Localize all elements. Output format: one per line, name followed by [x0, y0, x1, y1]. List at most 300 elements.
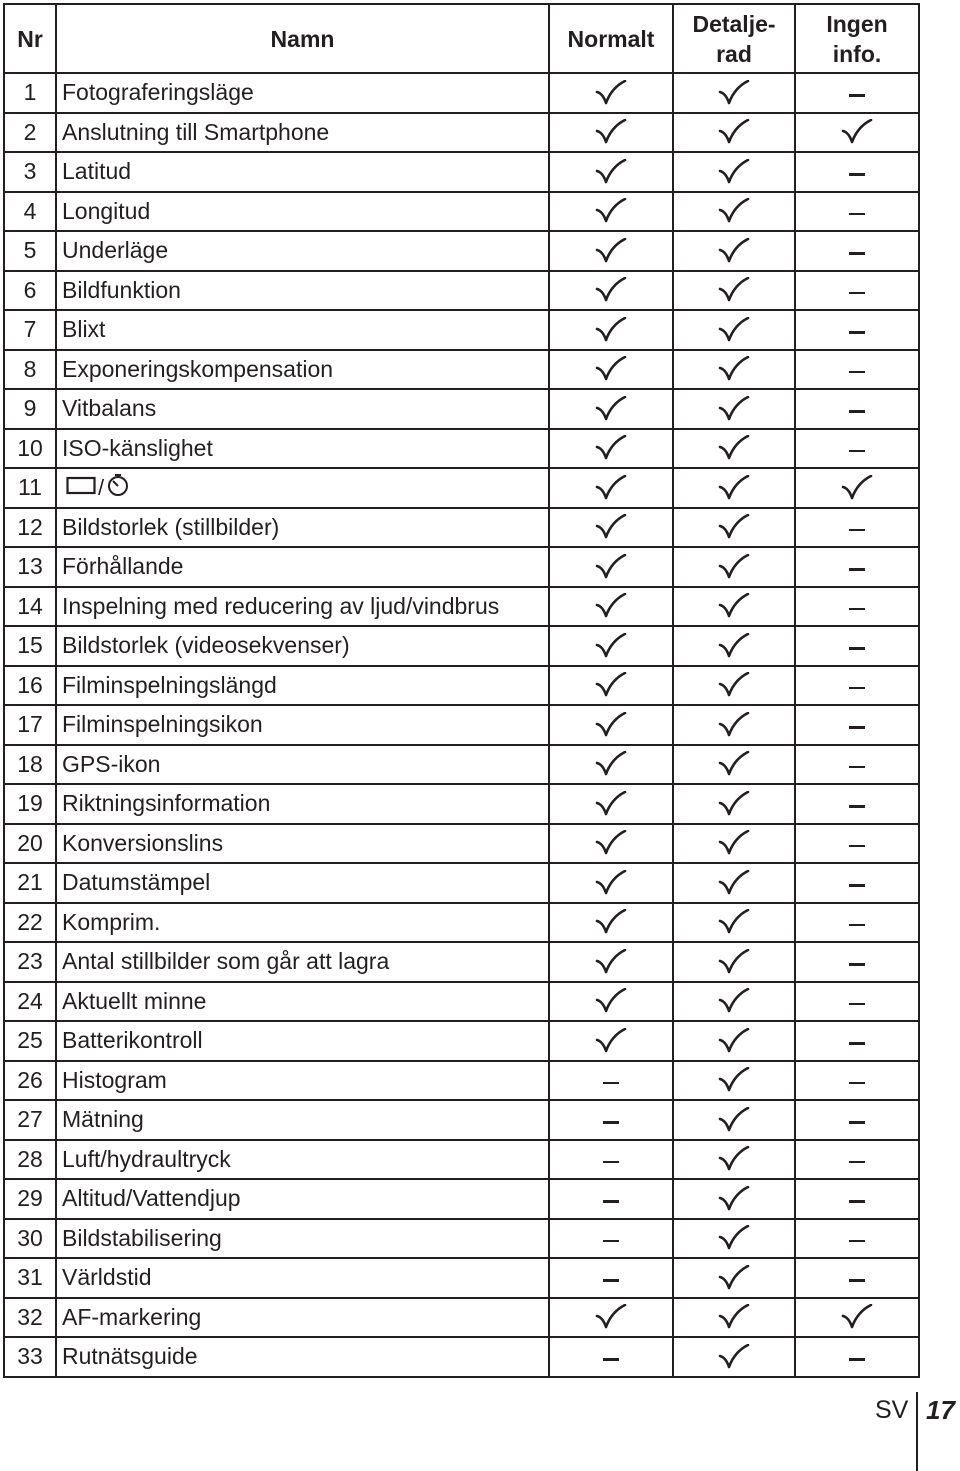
- no-info-mark: [795, 113, 919, 153]
- normal-mark: [549, 587, 673, 627]
- check-icon: [718, 238, 750, 264]
- footer-divider: [916, 1392, 918, 1471]
- dash-mark: [849, 568, 865, 571]
- normal-mark: [549, 350, 673, 390]
- table-row: [4, 152, 919, 192]
- header-normal: Normalt: [549, 4, 673, 73]
- dash-mark: [849, 726, 865, 729]
- check-icon: [718, 1146, 750, 1172]
- normal-mark: [549, 982, 673, 1022]
- dash-mark: [849, 608, 865, 611]
- dash-mark: [849, 805, 865, 808]
- check-icon: [718, 1067, 750, 1093]
- row-number: 19: [4, 784, 56, 824]
- dash-mark: [849, 1279, 865, 1282]
- table-row: [4, 429, 919, 469]
- header-detailed: [673, 4, 795, 73]
- detailed-mark: [673, 626, 795, 666]
- check-icon: [595, 712, 627, 738]
- row-name: Filminspelningslängd: [56, 666, 549, 706]
- table-row: [4, 587, 919, 627]
- table-row: [4, 1179, 919, 1219]
- no-info-mark: [795, 1258, 919, 1298]
- language-code: SV: [875, 1395, 909, 1424]
- dash-mark: [849, 450, 865, 453]
- normal-mark: [549, 73, 673, 113]
- table-row: [4, 113, 919, 153]
- detailed-mark: [673, 508, 795, 548]
- detailed-mark: [673, 350, 795, 390]
- no-info-mark: [795, 152, 919, 192]
- table-row: [4, 666, 919, 706]
- check-icon: [718, 870, 750, 896]
- no-info-mark: [795, 429, 919, 469]
- header-no-info-line1: Ingen: [826, 10, 888, 37]
- check-icon: [718, 1028, 750, 1054]
- row-number: 30: [4, 1219, 56, 1259]
- row-name: Filminspelningsikon: [56, 705, 549, 745]
- dash-mark: [849, 331, 865, 334]
- normal-mark: [549, 1298, 673, 1338]
- row-name: Bildstorlek (stillbilder): [56, 508, 549, 548]
- dash-mark: [849, 1358, 865, 1361]
- check-icon: [595, 593, 627, 619]
- detailed-mark: [673, 863, 795, 903]
- dash-mark: [849, 687, 865, 690]
- row-number: 11: [4, 468, 56, 508]
- check-icon: [595, 317, 627, 343]
- check-icon: [718, 277, 750, 303]
- check-icon: [841, 475, 873, 501]
- row-number: 21: [4, 863, 56, 903]
- check-icon: [595, 80, 627, 106]
- row-name: Rutnätsguide: [56, 1337, 549, 1377]
- row-name: Vitbalans: [56, 389, 549, 429]
- check-icon: [718, 159, 750, 185]
- detailed-mark: [673, 389, 795, 429]
- header-row: [4, 4, 919, 73]
- detailed-mark: [673, 1140, 795, 1180]
- check-icon: [718, 514, 750, 540]
- dash-mark: [849, 410, 865, 413]
- header-nr: Nr: [4, 4, 56, 73]
- table-row: [4, 310, 919, 350]
- dash-mark: [849, 252, 865, 255]
- check-icon: [595, 554, 627, 580]
- row-number: 17: [4, 705, 56, 745]
- row-name: Inspelning med reducering av ljud/vindbrus: [56, 587, 549, 627]
- no-info-mark: [795, 350, 919, 390]
- normal-mark: [549, 1140, 673, 1180]
- table-row: [4, 468, 919, 508]
- check-icon: [718, 554, 750, 580]
- table-row: [4, 982, 919, 1022]
- table-row: [4, 784, 919, 824]
- row-name: Förhållande: [56, 547, 549, 587]
- normal-mark: [549, 863, 673, 903]
- row-name: Underläge: [56, 231, 549, 271]
- row-name: Bildstabilisering: [56, 1219, 549, 1259]
- check-icon: [718, 80, 750, 106]
- no-info-mark: [795, 1140, 919, 1180]
- detailed-mark: [673, 1337, 795, 1377]
- table-row: [4, 1140, 919, 1180]
- check-icon: [595, 633, 627, 659]
- check-icon: [718, 830, 750, 856]
- no-info-mark: [795, 745, 919, 785]
- normal-mark: [549, 666, 673, 706]
- normal-mark: [549, 192, 673, 232]
- dash-mark: [849, 371, 865, 374]
- no-info-mark: [795, 1100, 919, 1140]
- check-icon: [718, 1265, 750, 1291]
- normal-mark: [549, 389, 673, 429]
- dash-mark: [849, 94, 865, 97]
- detailed-mark: [673, 192, 795, 232]
- header-detailed-line1: Detalje-: [692, 10, 776, 37]
- normal-mark: [549, 429, 673, 469]
- table-row: [4, 1061, 919, 1101]
- table-row: [4, 231, 919, 271]
- no-info-mark: [795, 271, 919, 311]
- dash-mark: [849, 766, 865, 769]
- check-icon: [595, 198, 627, 224]
- detailed-mark: [673, 468, 795, 508]
- detailed-mark: [673, 1061, 795, 1101]
- no-info-mark: [795, 666, 919, 706]
- table-row: [4, 903, 919, 943]
- dash-mark: [849, 1161, 865, 1164]
- no-info-mark: [795, 1179, 919, 1219]
- row-number: 31: [4, 1258, 56, 1298]
- table-row: [4, 1298, 919, 1338]
- no-info-mark: [795, 626, 919, 666]
- row-number: 6: [4, 271, 56, 311]
- table-row: [4, 1100, 919, 1140]
- dash-mark: [849, 924, 865, 927]
- check-icon: [718, 1344, 750, 1370]
- table-row: [4, 1258, 919, 1298]
- normal-mark: [549, 152, 673, 192]
- dash-mark: [849, 845, 865, 848]
- row-number: 24: [4, 982, 56, 1022]
- no-info-mark: [795, 547, 919, 587]
- detailed-mark: [673, 310, 795, 350]
- normal-mark: [549, 468, 673, 508]
- normal-mark: [549, 903, 673, 943]
- row-name: Blixt: [56, 310, 549, 350]
- check-icon: [595, 514, 627, 540]
- dash-mark: [603, 1240, 619, 1243]
- check-icon: [595, 909, 627, 935]
- row-number: 32: [4, 1298, 56, 1338]
- check-icon: [595, 791, 627, 817]
- row-name: Bildfunktion: [56, 271, 549, 311]
- row-name: Världstid: [56, 1258, 549, 1298]
- table-row: [4, 508, 919, 548]
- row-number: 25: [4, 1021, 56, 1061]
- row-name: Riktningsinformation: [56, 784, 549, 824]
- dash-mark: [603, 1121, 619, 1124]
- check-icon: [595, 751, 627, 777]
- dash-mark: [849, 1200, 865, 1203]
- row-number: 2: [4, 113, 56, 153]
- dash-mark: [849, 292, 865, 295]
- dash-mark: [849, 213, 865, 216]
- no-info-mark: [795, 705, 919, 745]
- no-info-mark: [795, 468, 919, 508]
- row-name: Fotograferingsläge: [56, 73, 549, 113]
- row-number: 10: [4, 429, 56, 469]
- row-number: 8: [4, 350, 56, 390]
- check-icon: [718, 1186, 750, 1212]
- row-name: [56, 468, 549, 508]
- check-icon: [595, 672, 627, 698]
- row-number: 20: [4, 824, 56, 864]
- dash-mark: [603, 1200, 619, 1203]
- detailed-mark: [673, 666, 795, 706]
- normal-mark: [549, 310, 673, 350]
- normal-mark: [549, 1100, 673, 1140]
- normal-mark: [549, 745, 673, 785]
- normal-mark: [549, 784, 673, 824]
- table-row: [4, 350, 919, 390]
- row-name: AF-markering: [56, 1298, 549, 1338]
- check-icon: [718, 396, 750, 422]
- check-icon: [595, 949, 627, 975]
- row-name: Konversionslins: [56, 824, 549, 864]
- check-icon: [718, 475, 750, 501]
- detailed-mark: [673, 1298, 795, 1338]
- table-row: [4, 745, 919, 785]
- check-icon: [718, 1304, 750, 1330]
- dash-mark: [849, 529, 865, 532]
- row-number: 16: [4, 666, 56, 706]
- table-row: [4, 1219, 919, 1259]
- row-name: Bildstorlek (videosekvenser): [56, 626, 549, 666]
- row-number: 26: [4, 1061, 56, 1101]
- dash-mark: [849, 647, 865, 650]
- row-number: 1: [4, 73, 56, 113]
- detailed-mark: [673, 113, 795, 153]
- dash-mark: [603, 1358, 619, 1361]
- normal-mark: [549, 1337, 673, 1377]
- detailed-mark: [673, 903, 795, 943]
- check-icon: [718, 751, 750, 777]
- detailed-mark: [673, 1179, 795, 1219]
- no-info-mark: [795, 73, 919, 113]
- normal-mark: [549, 1179, 673, 1219]
- table-row: [4, 863, 919, 903]
- detailed-mark: [673, 152, 795, 192]
- row-number: 28: [4, 1140, 56, 1180]
- check-icon: [718, 672, 750, 698]
- detailed-mark: [673, 784, 795, 824]
- check-icon: [718, 119, 750, 145]
- check-icon: [718, 633, 750, 659]
- check-icon: [718, 317, 750, 343]
- check-icon: [595, 435, 627, 461]
- detailed-mark: [673, 231, 795, 271]
- check-icon: [718, 198, 750, 224]
- table-row: [4, 705, 919, 745]
- row-number: 3: [4, 152, 56, 192]
- row-number: 9: [4, 389, 56, 429]
- row-number: 27: [4, 1100, 56, 1140]
- dash-mark: [603, 1161, 619, 1164]
- no-info-mark: [795, 231, 919, 271]
- check-icon: [595, 988, 627, 1014]
- check-icon: [595, 356, 627, 382]
- normal-mark: [549, 1021, 673, 1061]
- row-number: 23: [4, 942, 56, 982]
- table-body: [4, 73, 919, 1377]
- normal-mark: [549, 508, 673, 548]
- detailed-mark: [673, 73, 795, 113]
- row-number: 33: [4, 1337, 56, 1377]
- detailed-mark: [673, 1258, 795, 1298]
- detailed-mark: [673, 942, 795, 982]
- check-icon: [595, 277, 627, 303]
- table-row: [4, 547, 919, 587]
- row-number: 15: [4, 626, 56, 666]
- check-icon: [595, 119, 627, 145]
- row-name: Latitud: [56, 152, 549, 192]
- no-info-mark: [795, 1298, 919, 1338]
- normal-mark: [549, 705, 673, 745]
- table-row: [4, 192, 919, 232]
- no-info-mark: [795, 942, 919, 982]
- row-name: Anslutning till Smartphone: [56, 113, 549, 153]
- page-footer: [875, 1392, 914, 1428]
- row-number: 5: [4, 231, 56, 271]
- normal-mark: [549, 1258, 673, 1298]
- row-name: Longitud: [56, 192, 549, 232]
- check-icon: [595, 238, 627, 264]
- check-icon: [595, 396, 627, 422]
- row-name: Luft/hydraultryck: [56, 1140, 549, 1180]
- normal-mark: [549, 626, 673, 666]
- row-name: ISO-känslighet: [56, 429, 549, 469]
- table-row: [4, 626, 919, 666]
- normal-mark: [549, 1219, 673, 1259]
- header-detailed-line2: rad: [716, 40, 752, 67]
- check-icon: [718, 712, 750, 738]
- check-icon: [718, 356, 750, 382]
- check-icon: [718, 988, 750, 1014]
- no-info-mark: [795, 1061, 919, 1101]
- row-number: 29: [4, 1179, 56, 1219]
- row-number: 7: [4, 310, 56, 350]
- detailed-mark: [673, 587, 795, 627]
- detailed-mark: [673, 1219, 795, 1259]
- no-info-mark: [795, 389, 919, 429]
- row-number: 14: [4, 587, 56, 627]
- row-name: Altitud/Vattendjup: [56, 1179, 549, 1219]
- check-icon: [718, 949, 750, 975]
- table-row: [4, 389, 919, 429]
- normal-mark: [549, 231, 673, 271]
- no-info-mark: [795, 824, 919, 864]
- single-frame-icon: [66, 474, 96, 501]
- check-icon: [595, 870, 627, 896]
- normal-mark: [549, 942, 673, 982]
- normal-mark: [549, 824, 673, 864]
- check-icon: [595, 1028, 627, 1054]
- no-info-mark: [795, 1337, 919, 1377]
- check-icon: [718, 1107, 750, 1133]
- detailed-mark: [673, 1100, 795, 1140]
- normal-mark: [549, 1061, 673, 1101]
- row-name: Komprim.: [56, 903, 549, 943]
- check-icon: [595, 1304, 627, 1330]
- row-name: GPS-ikon: [56, 745, 549, 785]
- row-number: 12: [4, 508, 56, 548]
- detailed-mark: [673, 1021, 795, 1061]
- row-name: Aktuellt minne: [56, 982, 549, 1022]
- check-icon: [718, 909, 750, 935]
- check-icon: [841, 1304, 873, 1330]
- detailed-mark: [673, 429, 795, 469]
- self-timer-icon: [106, 473, 130, 503]
- no-info-mark: [795, 192, 919, 232]
- row-number: 18: [4, 745, 56, 785]
- dash-mark: [849, 1082, 865, 1085]
- no-info-mark: [795, 903, 919, 943]
- check-icon: [718, 791, 750, 817]
- table-row: [4, 942, 919, 982]
- check-icon: [718, 435, 750, 461]
- row-name: Batterikontroll: [56, 1021, 549, 1061]
- check-icon: [718, 593, 750, 619]
- detailed-mark: [673, 824, 795, 864]
- row-number: 4: [4, 192, 56, 232]
- no-info-mark: [795, 863, 919, 903]
- table-row: [4, 271, 919, 311]
- table-row: [4, 1021, 919, 1061]
- dash-mark: [849, 1042, 865, 1045]
- no-info-mark: [795, 1021, 919, 1061]
- header-no-info: [795, 4, 919, 73]
- row-name: Datumstämpel: [56, 863, 549, 903]
- header-name: Namn: [56, 4, 549, 73]
- page-number: 17: [926, 1395, 955, 1425]
- dash-mark: [849, 1003, 865, 1006]
- no-info-mark: [795, 310, 919, 350]
- dash-mark: [849, 173, 865, 176]
- normal-mark: [549, 113, 673, 153]
- check-icon: [595, 159, 627, 185]
- dash-mark: [603, 1279, 619, 1282]
- no-info-mark: [795, 508, 919, 548]
- table-row: [4, 1337, 919, 1377]
- check-icon: [718, 1225, 750, 1251]
- dash-mark: [849, 963, 865, 966]
- display-info-table: [3, 3, 920, 1378]
- table-row: [4, 824, 919, 864]
- check-icon: [841, 119, 873, 145]
- row-name: Histogram: [56, 1061, 549, 1101]
- header-no-info-line2: info.: [832, 40, 882, 67]
- no-info-mark: [795, 1219, 919, 1259]
- dash-mark: [849, 884, 865, 887]
- detailed-mark: [673, 705, 795, 745]
- slash-separator: /: [98, 474, 105, 500]
- no-info-mark: [795, 982, 919, 1022]
- dash-mark: [603, 1082, 619, 1085]
- detailed-mark: [673, 271, 795, 311]
- detailed-mark: [673, 745, 795, 785]
